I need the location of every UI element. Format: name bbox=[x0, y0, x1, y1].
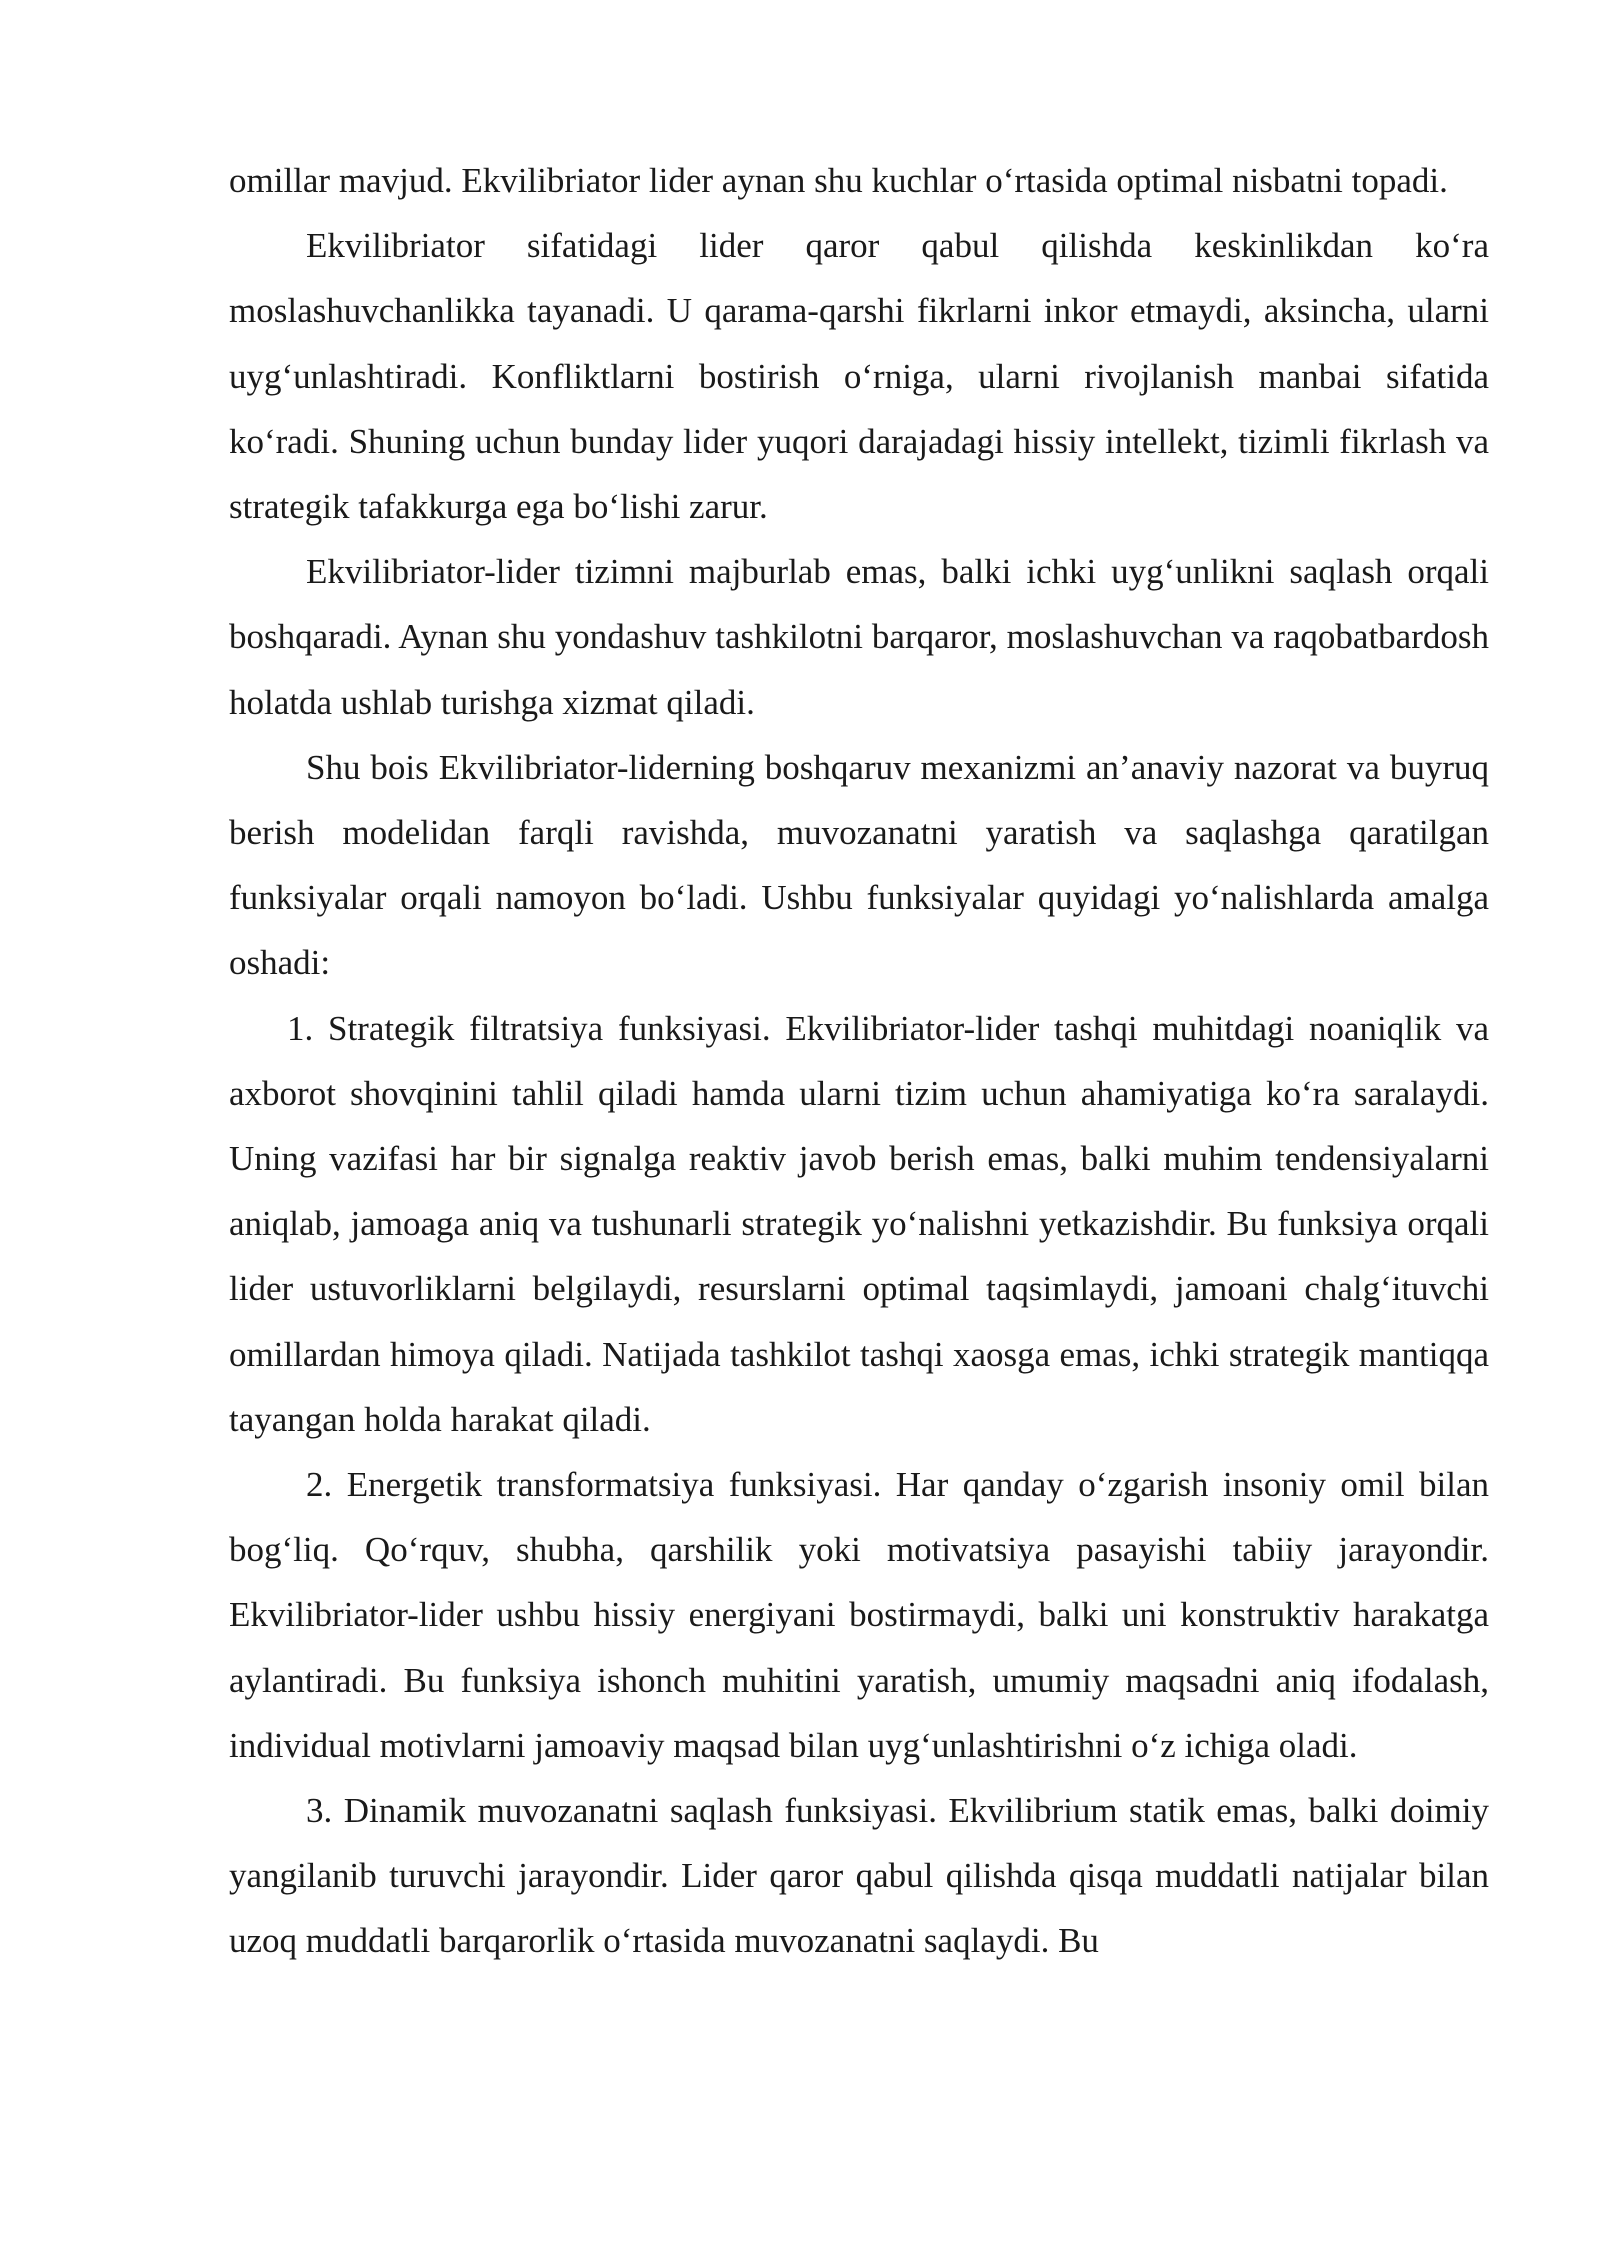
list-item-dinamik-muvozanat: 3. Dinamik muvozanatni saqlash funksiyasi. Ekvilibrium statik emas, balki doimiy yangilanib turuvchi jarayondir. Lider qaror qabul qilishda qisqa muddatli natijalar bilan uzoq muddatli barqarorlik o‘rtasida muvozanatni saqlaydi. Bu bbox=[229, 1791, 1489, 1961]
paragraph-shu-bois: Shu bois Ekvilibriator-liderning boshqaruv mexanizmi an’anaviy nazorat va buyruq berish modelidan farqli ravishda, muvozanatni yaratish va saqlashga qaratilgan funksiyalar orqali namoyon bo‘ladi. Ushbu funksiyalar quyidagi yo‘nalishlarda amalga oshadi: bbox=[229, 747, 1489, 983]
document-body bbox=[229, 148, 1489, 1974]
paragraph-ekvilibriator-sifatidagi: Ekvilibriator sifatidagi lider qaror qabul qilishda keskinlikdan ko‘ra moslashuvchanlikka tayanadi. U qarama-qarshi fikrlarni inkor etmaydi, aksincha, ularni uyg‘unlashtiradi. Konfliktlarni bostirish o‘rniga, ularni rivojlanish manbai sifatida ko‘radi. Shuning uchun bunday lider yuqori darajadagi hissiy intellekt, tizimli fikrlash va strategik tafakkurga ega bo‘lishi zarur. bbox=[229, 226, 1489, 527]
paragraph-ekvilibriator-lider-tizimni: Ekvilibriator-lider tizimni majburlab emas, balki ichki uyg‘unlikni saqlash orqali boshqaradi. Aynan shu yondashuv tashkilotni barqaror, moslashuvchan va raqobatbardosh holatda ushlab turishga xizmat qiladi. bbox=[229, 552, 1489, 722]
list-item-strategik-filtratsiya: 1. Strategik filtratsiya funksiyasi. Ekvilibriator-lider tashqi muhitdagi noaniqlik va axborot shovqinini tahlil qiladi hamda ularni tizim uchun ahamiyatiga ko‘ra saralaydi. Uning vazifasi har bir signalga reaktiv javob berish emas, balki muhim tendensiyalarni aniqlab, jamoaga aniq va tushunarli strategik yo‘nalishni yetkazishdir. Bu funksiya orqali lider ustuvorliklarni belgilaydi, resurslarni optimal taqsimlaydi, jamoani chalg‘ituvchi omillardan himoya qiladi. Natijada tashkilot tashqi xaosga emas, ichki strategik mantiqqa tayangan holda harakat qiladi. bbox=[229, 1008, 1489, 1439]
list-item-energetik-transformatsiya: 2. Energetik transformatsiya funksiyasi. Har qanday o‘zgarish insoniy omil bilan bog‘liq. Qo‘rquv, shubha, qarshilik yoki motivatsiya pasayishi tabiiy jarayondir. Ekvilibriator-lider ushbu hissiy energiyani bostirmaydi, balki uni konstruktiv harakatga aylantiradi. Bu funksiya ishonch muhitini yaratish, umumiy maqsadni aniq ifodalash, individual motivlarni jamoaviy maqsad bilan uyg‘unlashtirishni o‘z ichiga oladi. bbox=[229, 1465, 1489, 1765]
paragraph-continuation: omillar mavjud. Ekvilibriator lider aynan shu kuchlar o‘rtasida optimal nisbatni topadi. bbox=[229, 161, 1448, 200]
